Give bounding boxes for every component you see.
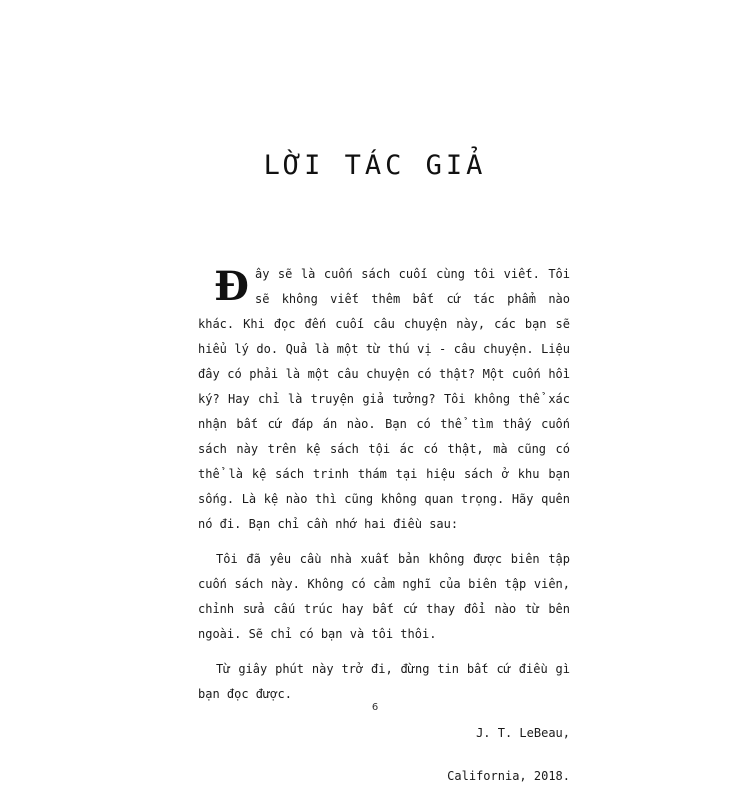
paragraph-1: [198, 262, 570, 537]
paragraph-1-text: ây sẽ là cuốn sách cuối cùng tôi viết. Tôi sẽ không viết thêm bất cứ tác phẩm nào khác. Khi đọc đến cuối câu chuyện này, các bạn sẽ hiểu lý do. Quả là một từ thú vị - câu chuyện. Liệu đây có phải là một câu chuyện có thật? Một cuốn hồi ký? Hay chỉ là truyện giả tưởng? Tôi không thể xác nhận bất cứ đáp án nào. Bạn có thể tìm thấy cuốn sách này trên kệ sách tội ác có thật, mà cũng có thể là kệ sách trinh thám tại hiệu sách ở khu bạn sống. Là kệ nào thì cũng không quan trọng. Hãy quên nó đi. Bạn chỉ cần nhớ hai điều sau:: [198, 267, 570, 531]
paragraph-2: Tôi đã yêu cầu nhà xuất bản không được biên tập cuốn sách này. Không có cảm nghĩ của biên tập viên, chỉnh sửa cấu trúc hay bất cứ thay đổi nào từ bên ngoài. Sẽ chỉ có bạn và tôi thôi.: [198, 552, 570, 641]
signature-place-date: California, 2018.: [447, 769, 570, 783]
chapter-title: LỜI TÁC GIẢ: [263, 150, 487, 181]
signature-author: J. T. LeBeau,: [476, 726, 570, 740]
page-number: 6: [371, 702, 379, 713]
paragraph-3: Từ giây phút này trở đi, đừng tin bất cứ điều gì bạn đọc được.: [198, 662, 570, 701]
drop-cap: Đ: [214, 263, 249, 310]
